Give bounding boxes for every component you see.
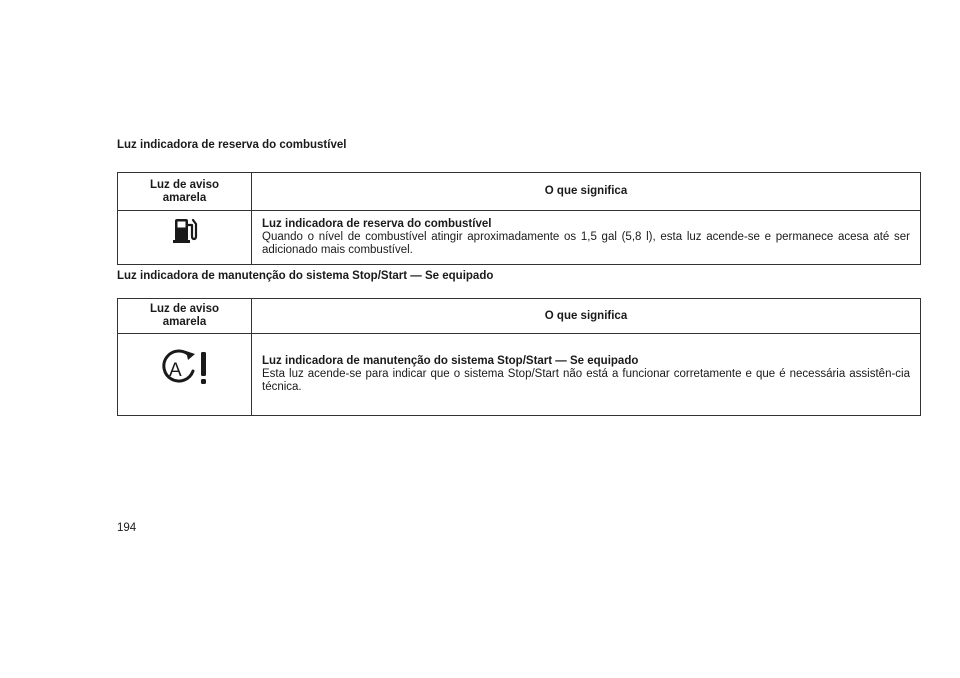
header-warning-light [118, 173, 252, 211]
fuel-meaning-text: Quando o nível de combustível atingir aproximadamente os 1,5 gal (5,8 l), esta luz acende-se e permanece acesa até ser adicionado mais combustível. [262, 231, 910, 256]
fuel-pump-icon [172, 216, 198, 244]
fuel-icon-cell [118, 211, 252, 265]
section-title-stop-start: Luz indicadora de manutenção do sistema Stop/Start — Se equipado [117, 270, 494, 282]
stop-start-meaning-title: Luz indicadora de manutenção do sistema Stop/Start — Se equipado [262, 355, 639, 367]
stop-start-meaning-text: Esta luz acende-se para indicar que o sistema Stop/Start não está a funcionar corretamente e que é necessária assistên-cia técnica. [262, 368, 910, 393]
fuel-meaning-title: Luz indicadora de reserva do combustível [262, 218, 492, 230]
stop-start-service-icon [157, 347, 213, 389]
page-number: 194 [117, 522, 137, 534]
fuel-reserve-table [117, 172, 921, 265]
stop-start-table [117, 298, 921, 416]
header-warning-light-label: Luz de aviso amarela [149, 178, 220, 204]
header-warning-light [118, 299, 252, 334]
stop-start-icon-letter: A [168, 360, 182, 381]
stop-start-meaning-cell [252, 334, 921, 416]
stop-start-icon-cell [118, 334, 252, 416]
fuel-meaning-cell [252, 211, 921, 265]
header-meaning: O que significa [252, 299, 921, 334]
header-meaning: O que significa [252, 173, 921, 211]
section-title-fuel-reserve: Luz indicadora de reserva do combustível [117, 139, 347, 151]
header-warning-light-label: Luz de aviso amarela [149, 303, 220, 328]
